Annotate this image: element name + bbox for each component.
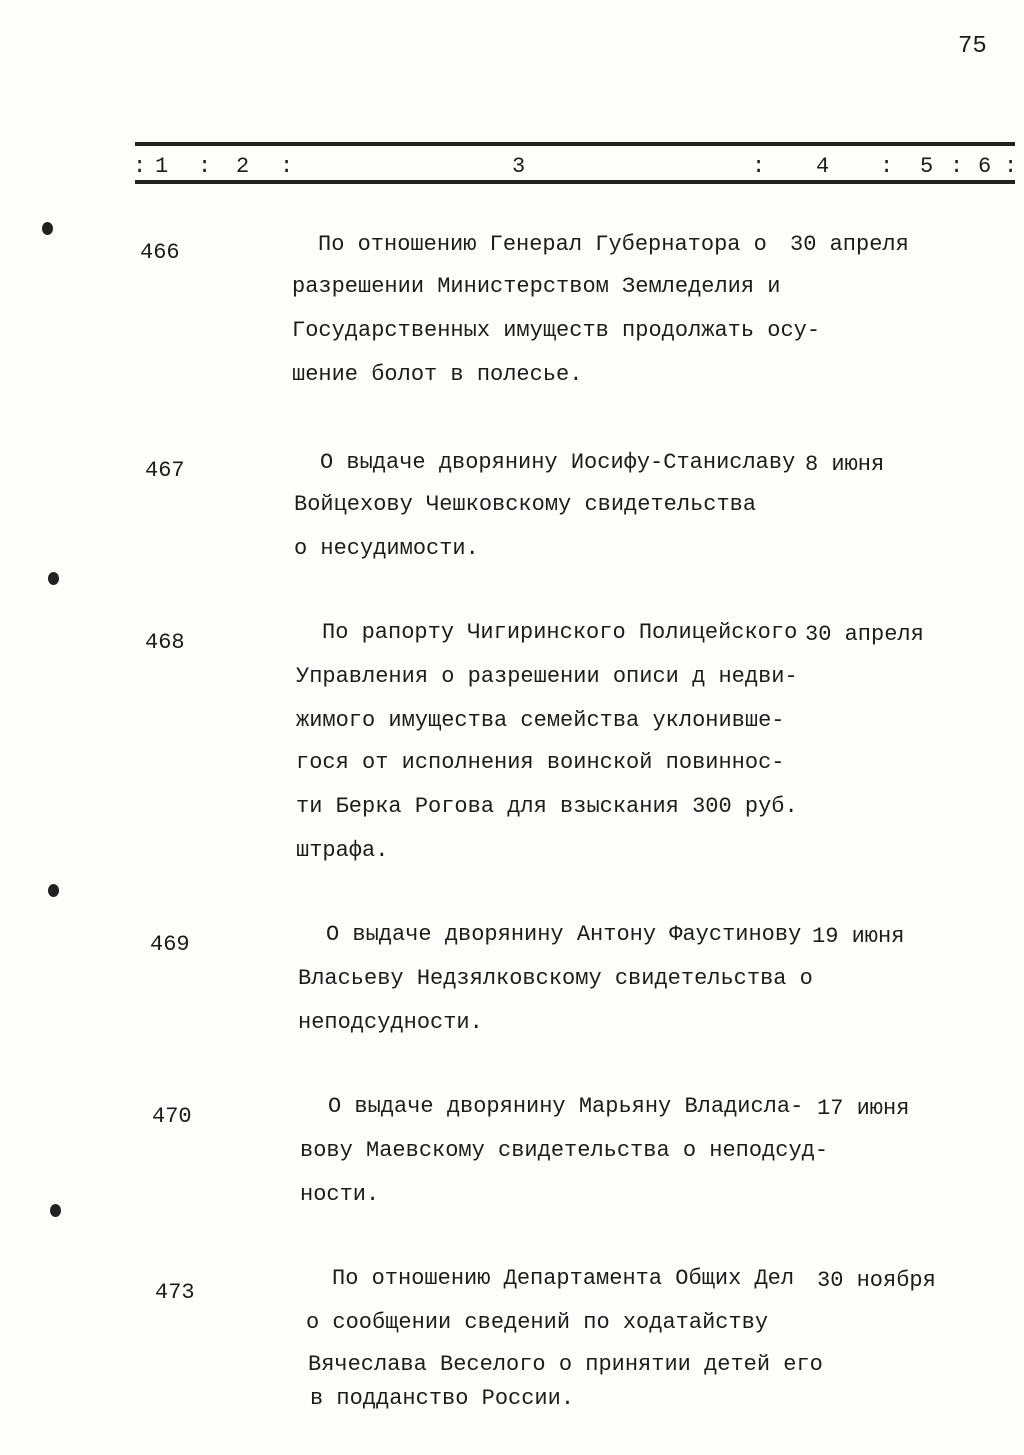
column-header-number: 3 (512, 154, 526, 179)
entry-description-line: о несудимости. (294, 536, 479, 561)
entry-date: 8 июня (805, 452, 885, 477)
entry-number: 473 (155, 1280, 195, 1305)
entry-number: 468 (145, 630, 185, 655)
entry-description-line: Управления о разрешении описи д недви- (296, 664, 798, 689)
column-separator: : (133, 154, 147, 179)
column-header-number: 5 (920, 154, 934, 179)
entry-number: 467 (145, 458, 185, 483)
entry-description-line: ти Берка Рогова для взыскания 300 руб. (296, 794, 798, 819)
column-header-number: 2 (236, 154, 250, 179)
entry-number: 469 (150, 932, 190, 957)
punch-hole (42, 222, 53, 235)
column-header-number: 6 (978, 154, 992, 179)
column-header-number: 1 (155, 154, 169, 179)
column-separator: : (198, 154, 212, 179)
header-bottom-rule (135, 180, 1015, 184)
entry-description-line: разрешении Министерством Земледелия и (292, 274, 781, 299)
entry-description-line: в подданство России. (310, 1386, 575, 1411)
entry-description-line: неподсудности. (298, 1010, 483, 1035)
entry-description-line: о сообщении сведений по ходатайству (306, 1310, 769, 1335)
entry-description-line: жимого имущества семейства уклонивше- (296, 708, 785, 733)
entry-description-line: О выдаче дворянину Иосифу-Станиславу (320, 450, 796, 475)
punch-hole (48, 572, 59, 585)
column-header-number: 4 (816, 154, 830, 179)
entry-description-line: Вячеслава Веселого о принятии детей его (308, 1352, 823, 1377)
entry-date: 30 ноября (817, 1268, 936, 1293)
entry-date: 17 июня (817, 1096, 910, 1121)
entry-description-line: штрафа. (296, 838, 389, 863)
entry-description-line: вову Маевскому свидетельства о неподсуд- (300, 1138, 829, 1163)
entry-description-line: гося от исполнения воинской повиннос- (296, 750, 785, 775)
entry-description-line: Войцехову Чешковскому свидетельства (294, 492, 757, 517)
entry-description-line: По рапорту Чигиринского Полицейского (322, 620, 798, 645)
column-separator: : (280, 154, 294, 179)
column-separator: : (950, 154, 964, 179)
column-separator: : (1004, 154, 1018, 179)
header-top-rule (135, 142, 1015, 146)
page-number: 75 (958, 33, 987, 60)
entry-description-line: Государственных имуществ продолжать осу- (292, 318, 821, 343)
entry-description-line: По отношению Департамента Общих Дел (332, 1266, 795, 1291)
entry-number: 466 (140, 240, 180, 265)
entry-description-line: ности. (300, 1182, 380, 1207)
entry-date: 19 июня (812, 924, 905, 949)
entry-description-line: О выдаче дворянину Антону Фаустинову (326, 922, 802, 947)
entry-description-line: О выдаче дворянину Марьяну Владисла- (328, 1094, 804, 1119)
column-separator: : (752, 154, 766, 179)
entry-description-line: шение болот в полесье. (292, 362, 583, 387)
entry-number: 470 (152, 1104, 192, 1129)
entry-description-line: По отношению Генерал Губернатора о (318, 232, 767, 257)
entry-date: 30 апреля (790, 232, 909, 257)
entry-description-line: Власьеву Недзялковскому свидетельства о (298, 966, 813, 991)
punch-hole (48, 884, 59, 897)
punch-hole (50, 1204, 61, 1217)
column-separator: : (880, 154, 894, 179)
entry-date: 30 апреля (805, 622, 924, 647)
